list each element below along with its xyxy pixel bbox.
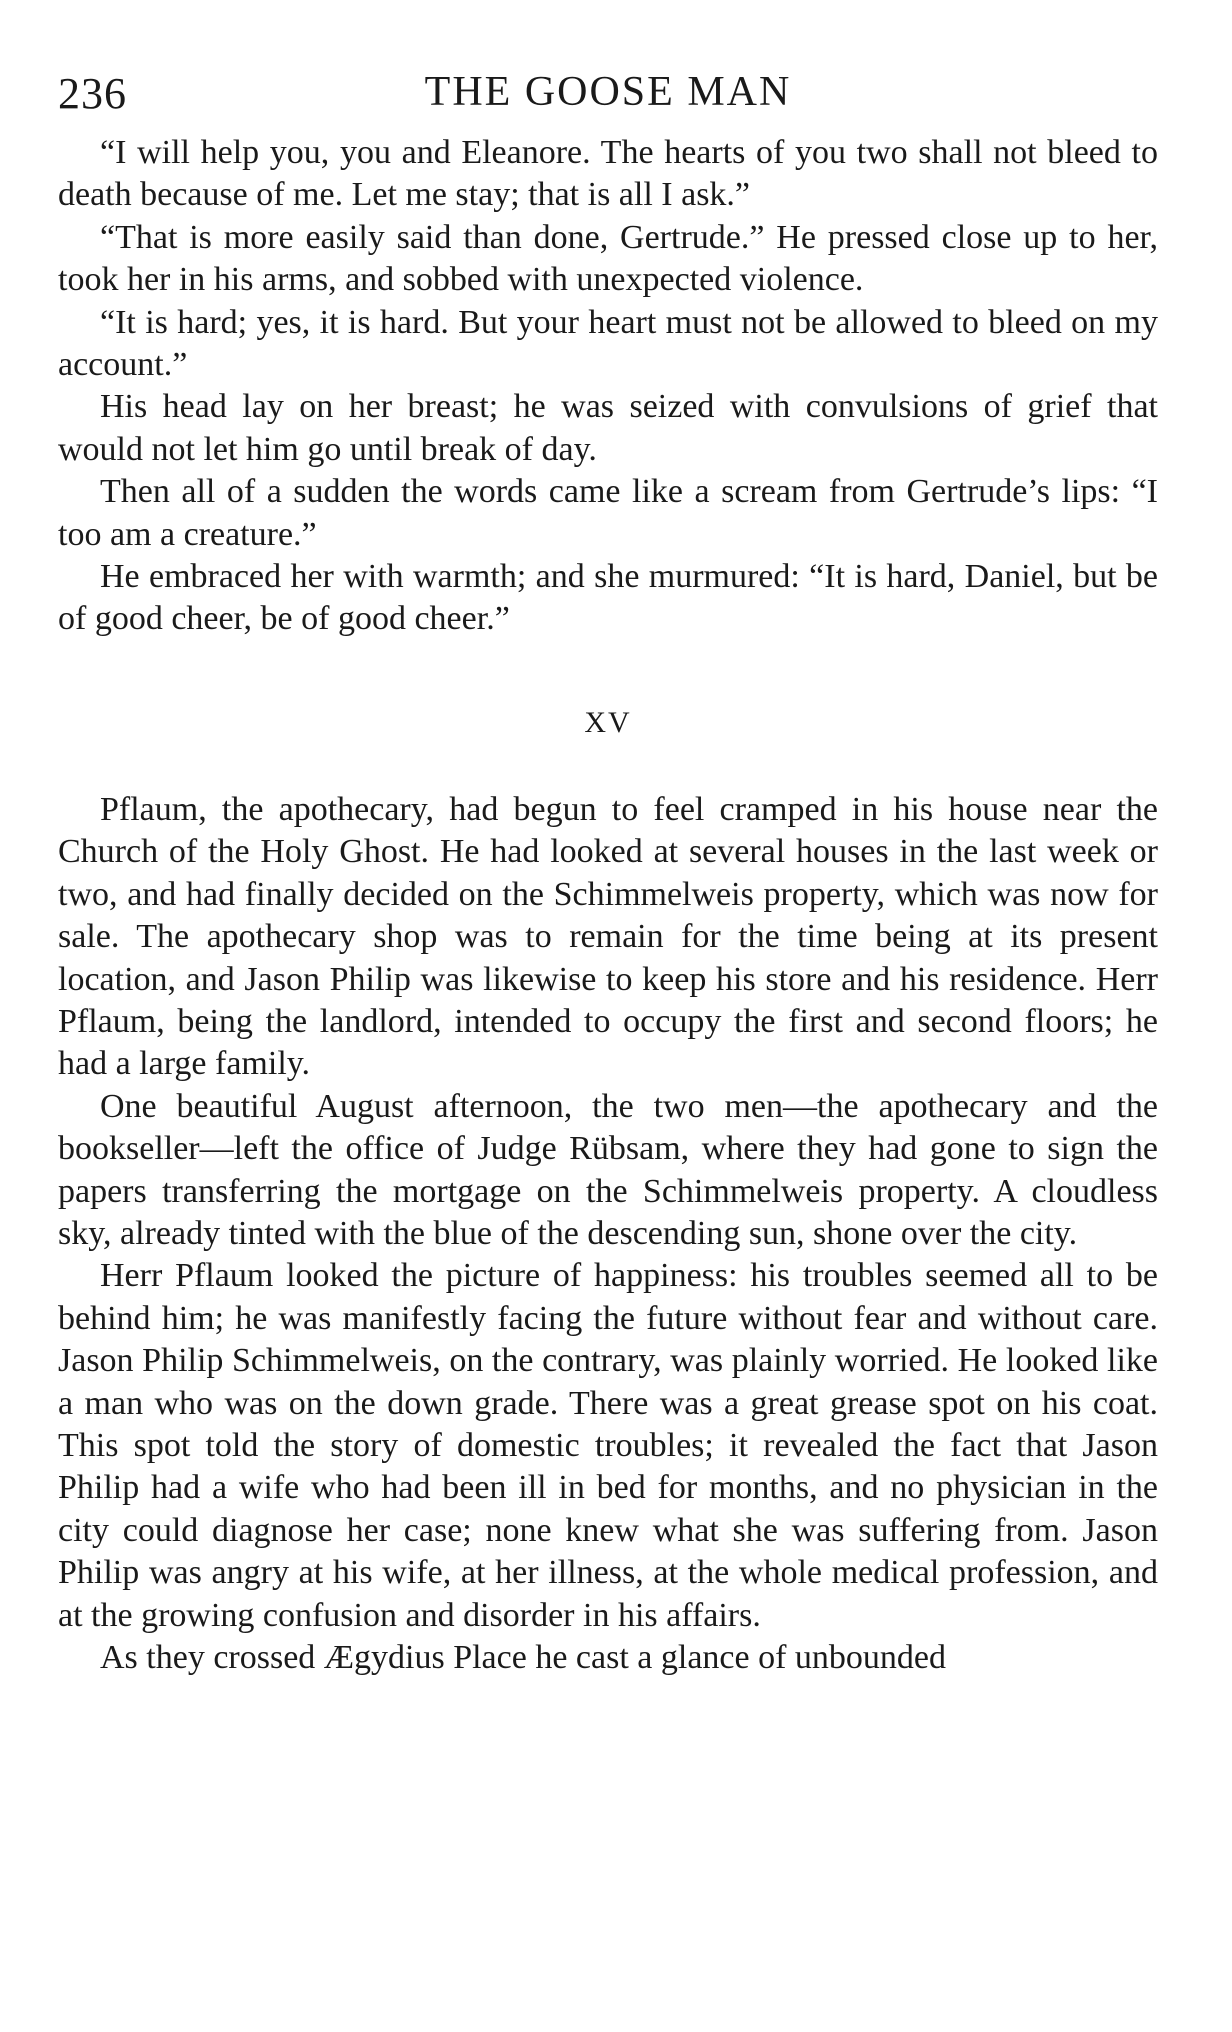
- paragraph: As they crossed Ægydius Place he cast a glance of unbounded: [100, 1639, 946, 1676]
- paragraph: One beautiful August afternoon, the two men—the apothecary and the bookseller—left the office of Judge Rübsam, where they had gone to sign the papers transferring the mortgage on the Schimmelweis property. A cloudless sky, already tinted with the blue of the descending sun, shone over the city.: [58, 1087, 1158, 1252]
- running-title: THE GOOSE MAN: [424, 69, 792, 115]
- paragraph: He embraced her with warmth; and she murmured: “It is hard, Daniel, but be of good cheer, be of good cheer.”: [58, 558, 1158, 638]
- paragraph: “That is more easily said than done, Gertrude.” He pressed close up to her, took her in his arms, and sobbed with unexpected violence.: [58, 218, 1158, 299]
- running-head: [58, 62, 1158, 132]
- paragraph: Herr Pflaum looked the picture of happiness: his troubles seemed all to be behind him; he was manifestly facing the future without fear and without care. Jason Philip Schimmelweis, on the contrary, was plainly worried. He looked like a man who was on the down grade. There was a great grease spot on his coat. This spot told the story of domestic troubles; it revealed the fact that Jason Philip had a wife who had been ill in bed for months, and no physician in the city could diagnose her case; none knew what she was suffering from. Jason Philip was angry at his wife, at her illness, at the whole medical profession, and at the growing confusion and disorder in his affairs.: [58, 1257, 1158, 1634]
- narrative-section: [58, 789, 1158, 1680]
- book-page: [58, 62, 1158, 1679]
- page-number: 236: [58, 69, 127, 118]
- paragraph: “It is hard; yes, it is hard. But your heart must not be allowed to bleed on my account.”: [58, 303, 1158, 384]
- paragraph: Then all of a sudden the words came like a scream from Gertrude’s lips: “I too am a creature.”: [58, 473, 1158, 553]
- paragraph: His head lay on her breast; he was seized with convulsions of grief that would not let him go until break of day.: [58, 388, 1158, 468]
- paragraph: Pflaum, the apothecary, had begun to feel cramped in his house near the Church of the Holy Ghost. He had looked at several houses in the last week or two, and had finally decided on the Schimmelweis property, which was now for sale. The apothecary shop was to remain for the time being at its present location, and Jason Philip was likewise to keep his store and his residence. Herr Pflaum, being the landlord, intended to occupy the first and second floors; he had a large family.: [58, 790, 1158, 1083]
- paragraph: “I will help you, you and Eleanore. The hearts of you two shall not bleed to death because of me. Let me stay; that is all I ask.”: [58, 134, 1158, 214]
- section-heading: XV: [584, 705, 632, 739]
- dialogue-section: [58, 132, 1158, 641]
